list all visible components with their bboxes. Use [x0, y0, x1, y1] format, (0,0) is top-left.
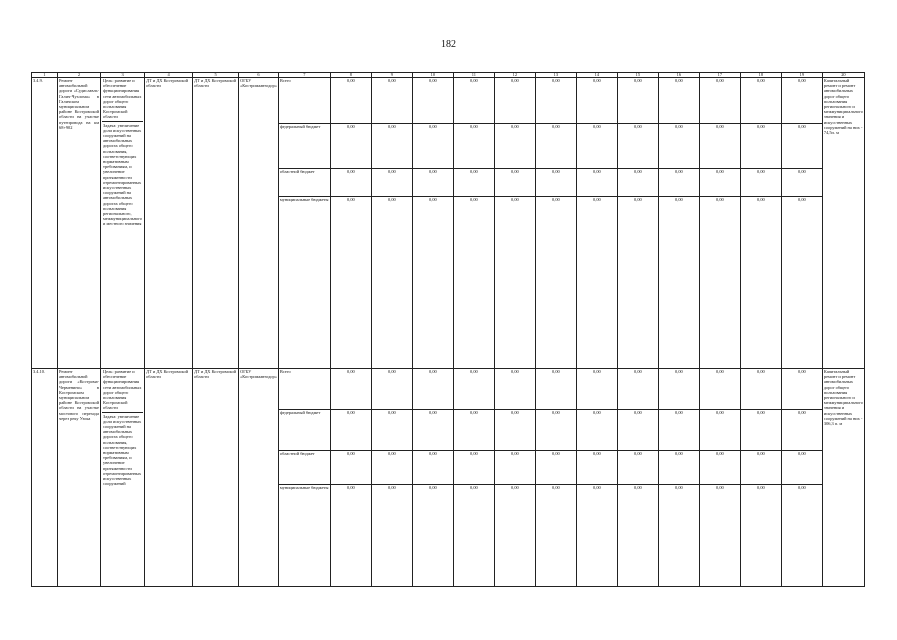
amount-cell: 0,00 [494, 451, 535, 484]
amount-cell: 0,00 [781, 410, 822, 451]
funding-source: областной бюджет [278, 169, 330, 197]
header-cell: 3 [101, 73, 145, 78]
amount-cell: 0,00 [535, 451, 576, 484]
header-cell: 8 [330, 73, 371, 78]
amount-cell: 0,00 [412, 484, 453, 586]
row-number: 3.4.9. [32, 78, 58, 369]
amount-cell: 0,00 [658, 124, 699, 169]
amount-cell: 0,00 [330, 369, 371, 410]
amount-cell: 0,00 [781, 484, 822, 586]
amount-cell: 0,00 [576, 369, 617, 410]
amount-cell: 0,00 [330, 169, 371, 197]
amount-cell: 0,00 [658, 369, 699, 410]
header-cell: 5 [193, 73, 239, 78]
funding-source: федеральный бюджет [278, 124, 330, 169]
amount-cell: 0,00 [658, 410, 699, 451]
task-text: Задача: увеличение доли искусственных сооружений на автомобильных дорогах общего пользования, соответствующих нормативным требованиям, и увеличение протяженности отремонтированных искусственных сооружений [103, 413, 142, 487]
amount-cell: 0,00 [699, 484, 740, 586]
header-cell: 20 [822, 73, 864, 78]
amount-cell: 0,00 [535, 124, 576, 169]
goal-text: Цель: развитие и обеспечение функционирования сети автомобильных дорог общего пользования Костромской области [102, 78, 143, 122]
task-text: Задача: увеличение доли искусственных сооружений на автомобильных дорогах общего пользования, соответствующих нормативным требованиям, и увеличение протяженности отремонтированных искусственных сооружений на автомобильных дорогах общего пользования регионального, межмуниципального и местного значения [103, 122, 143, 227]
header-cell: 1 [32, 73, 58, 78]
amount-cell: 0,00 [535, 197, 576, 369]
amount-cell: 0,00 [371, 484, 412, 586]
amount-cell: 0,00 [740, 78, 781, 124]
amount-cell: 0,00 [617, 369, 658, 410]
amount-cell: 0,00 [658, 169, 699, 197]
coordinator: ДТ и ДХ Костромской области [193, 78, 239, 369]
row-number: 3.4.10. [32, 369, 58, 587]
amount-cell: 0,00 [535, 78, 576, 124]
amount-cell: 0,00 [330, 78, 371, 124]
goal-task-wrap [102, 78, 143, 368]
amount-cell: 0,00 [412, 369, 453, 410]
event-name: Ремонт автомобильной дороги «Кострома-Черменино» в Костромском муниципальном районе Костромской области на участке мостового перехода через реку Узока [58, 369, 101, 587]
amount-cell: 0,00 [781, 369, 822, 410]
amount-cell: 0,00 [699, 78, 740, 124]
amount-cell: 0,00 [699, 410, 740, 451]
amount-cell: 0,00 [699, 369, 740, 410]
amount-cell: 0,00 [781, 124, 822, 169]
header-cell: 6 [239, 73, 279, 78]
amount-cell: 0,00 [371, 451, 412, 484]
amount-cell: 0,00 [617, 410, 658, 451]
funding-source: федеральный бюджет [278, 410, 330, 451]
customer: ДТ и ДХ Костромской области [145, 369, 193, 587]
amount-cell: 0,00 [699, 169, 740, 197]
amount-cell: 0,00 [699, 124, 740, 169]
amount-cell: 0,00 [576, 169, 617, 197]
amount-cell: 0,00 [576, 410, 617, 451]
amount-cell: 0,00 [494, 410, 535, 451]
amount-cell: 0,00 [617, 484, 658, 586]
amount-cell: 0,00 [494, 197, 535, 369]
amount-cell: 0,00 [781, 451, 822, 484]
amount-cell: 0,00 [371, 169, 412, 197]
amount-cell: 0,00 [576, 451, 617, 484]
goal-task-wrap [102, 369, 143, 586]
amount-cell: 0,00 [535, 169, 576, 197]
amount-cell: 0,00 [781, 169, 822, 197]
amount-cell: 0,00 [453, 451, 494, 484]
goal-task-cell [101, 78, 145, 369]
amount-cell: 0,00 [740, 451, 781, 484]
header-cell: 17 [699, 73, 740, 78]
amount-cell: 0,00 [617, 197, 658, 369]
amount-cell: 0,00 [740, 169, 781, 197]
amount-cell: 0,00 [330, 484, 371, 586]
header-cell: 15 [617, 73, 658, 78]
amount-cell: 0,00 [781, 78, 822, 124]
amount-cell: 0,00 [740, 124, 781, 169]
header-cell: 16 [658, 73, 699, 78]
header-cell: 18 [740, 73, 781, 78]
funding-source: муниципальные бюджеты [278, 197, 330, 369]
amount-cell: 0,00 [699, 451, 740, 484]
header-cell: 13 [535, 73, 576, 78]
amount-cell: 0,00 [453, 169, 494, 197]
amount-cell: 0,00 [617, 169, 658, 197]
amount-cell: 0,00 [617, 78, 658, 124]
amount-cell: 0,00 [740, 484, 781, 586]
amount-cell: 0,00 [781, 197, 822, 369]
amount-cell: 0,00 [453, 197, 494, 369]
header-cell: 11 [453, 73, 494, 78]
amount-cell: 0,00 [453, 78, 494, 124]
table-row [32, 369, 865, 410]
amount-cell: 0,00 [330, 197, 371, 369]
amount-cell: 0,00 [494, 169, 535, 197]
amount-cell: 0,00 [371, 197, 412, 369]
header-cell: 9 [371, 73, 412, 78]
executor: ОГБУ «Костромаавтодор» [239, 369, 279, 587]
amount-cell: 0,00 [412, 410, 453, 451]
amount-cell: 0,00 [494, 124, 535, 169]
amount-cell: 0,00 [330, 451, 371, 484]
amount-cell: 0,00 [371, 410, 412, 451]
header-cell: 10 [412, 73, 453, 78]
amount-cell: 0,00 [617, 124, 658, 169]
amount-cell: 0,00 [576, 484, 617, 586]
amount-cell: 0,00 [371, 124, 412, 169]
goal-task-cell [101, 369, 145, 587]
amount-cell: 0,00 [453, 410, 494, 451]
amount-cell: 0,00 [494, 369, 535, 410]
header-cell: 19 [781, 73, 822, 78]
amount-cell: 0,00 [658, 197, 699, 369]
amount-cell: 0,00 [412, 451, 453, 484]
amount-cell: 0,00 [412, 197, 453, 369]
header-cell: 7 [278, 73, 330, 78]
amount-cell: 0,00 [576, 197, 617, 369]
amount-cell: 0,00 [330, 124, 371, 169]
amount-cell: 0,00 [371, 78, 412, 124]
amount-cell: 0,00 [617, 451, 658, 484]
amount-cell: 0,00 [494, 78, 535, 124]
goal-text: Цель: развитие и обеспечение функционирования сети автомобильных дорог общего пользования Костромской области [102, 369, 143, 413]
coordinator: ДТ и ДХ Костромской области [193, 369, 239, 587]
amount-cell: 0,00 [330, 410, 371, 451]
header-cell: 4 [145, 73, 193, 78]
expected-result: Капитальный ремонт и ремонт автомобильных дорог общего пользования регионального и межмуниципального значения и искусственных сооружений на них - 306,3 п. м [822, 369, 864, 587]
table-row [32, 78, 865, 124]
amount-cell: 0,00 [535, 484, 576, 586]
customer: ДТ и ДХ Костромской области [145, 78, 193, 369]
amount-cell: 0,00 [412, 78, 453, 124]
amount-cell: 0,00 [740, 369, 781, 410]
page-number: 182 [441, 39, 456, 50]
event-name: Ремонт автомобильной дороги «Судиславль-Галич-Чухлома» в Галичском муниципальном районе Костромской области на участке путепровода на км 68+902 [58, 78, 101, 369]
amount-cell: 0,00 [453, 484, 494, 586]
amount-cell: 0,00 [740, 197, 781, 369]
amount-cell: 0,00 [453, 124, 494, 169]
funding-source: муниципальные бюджеты [278, 484, 330, 586]
amount-cell: 0,00 [412, 124, 453, 169]
amount-cell: 0,00 [658, 78, 699, 124]
amount-cell: 0,00 [699, 197, 740, 369]
header-cell: 2 [58, 73, 101, 78]
header-cell: 14 [576, 73, 617, 78]
amount-cell: 0,00 [494, 484, 535, 586]
amount-cell: 0,00 [412, 169, 453, 197]
amount-cell: 0,00 [576, 78, 617, 124]
expected-result: Капитальный ремонт и ремонт автомобильных дорог общего пользования регионального и межмуниципального значения и искусственных сооружений на них - 74,5п. м [822, 78, 864, 369]
funding-source: Всего [278, 78, 330, 124]
header-cell: 12 [494, 73, 535, 78]
executor: ОГБУ «Костромаавтодор» [239, 78, 279, 369]
amount-cell: 0,00 [740, 410, 781, 451]
amount-cell: 0,00 [658, 484, 699, 586]
amount-cell: 0,00 [535, 369, 576, 410]
amount-cell: 0,00 [576, 124, 617, 169]
program-table [31, 72, 865, 587]
amount-cell: 0,00 [535, 410, 576, 451]
funding-source: областной бюджет [278, 451, 330, 484]
amount-cell: 0,00 [658, 451, 699, 484]
amount-cell: 0,00 [453, 369, 494, 410]
amount-cell: 0,00 [371, 369, 412, 410]
funding-source: Всего [278, 369, 330, 410]
